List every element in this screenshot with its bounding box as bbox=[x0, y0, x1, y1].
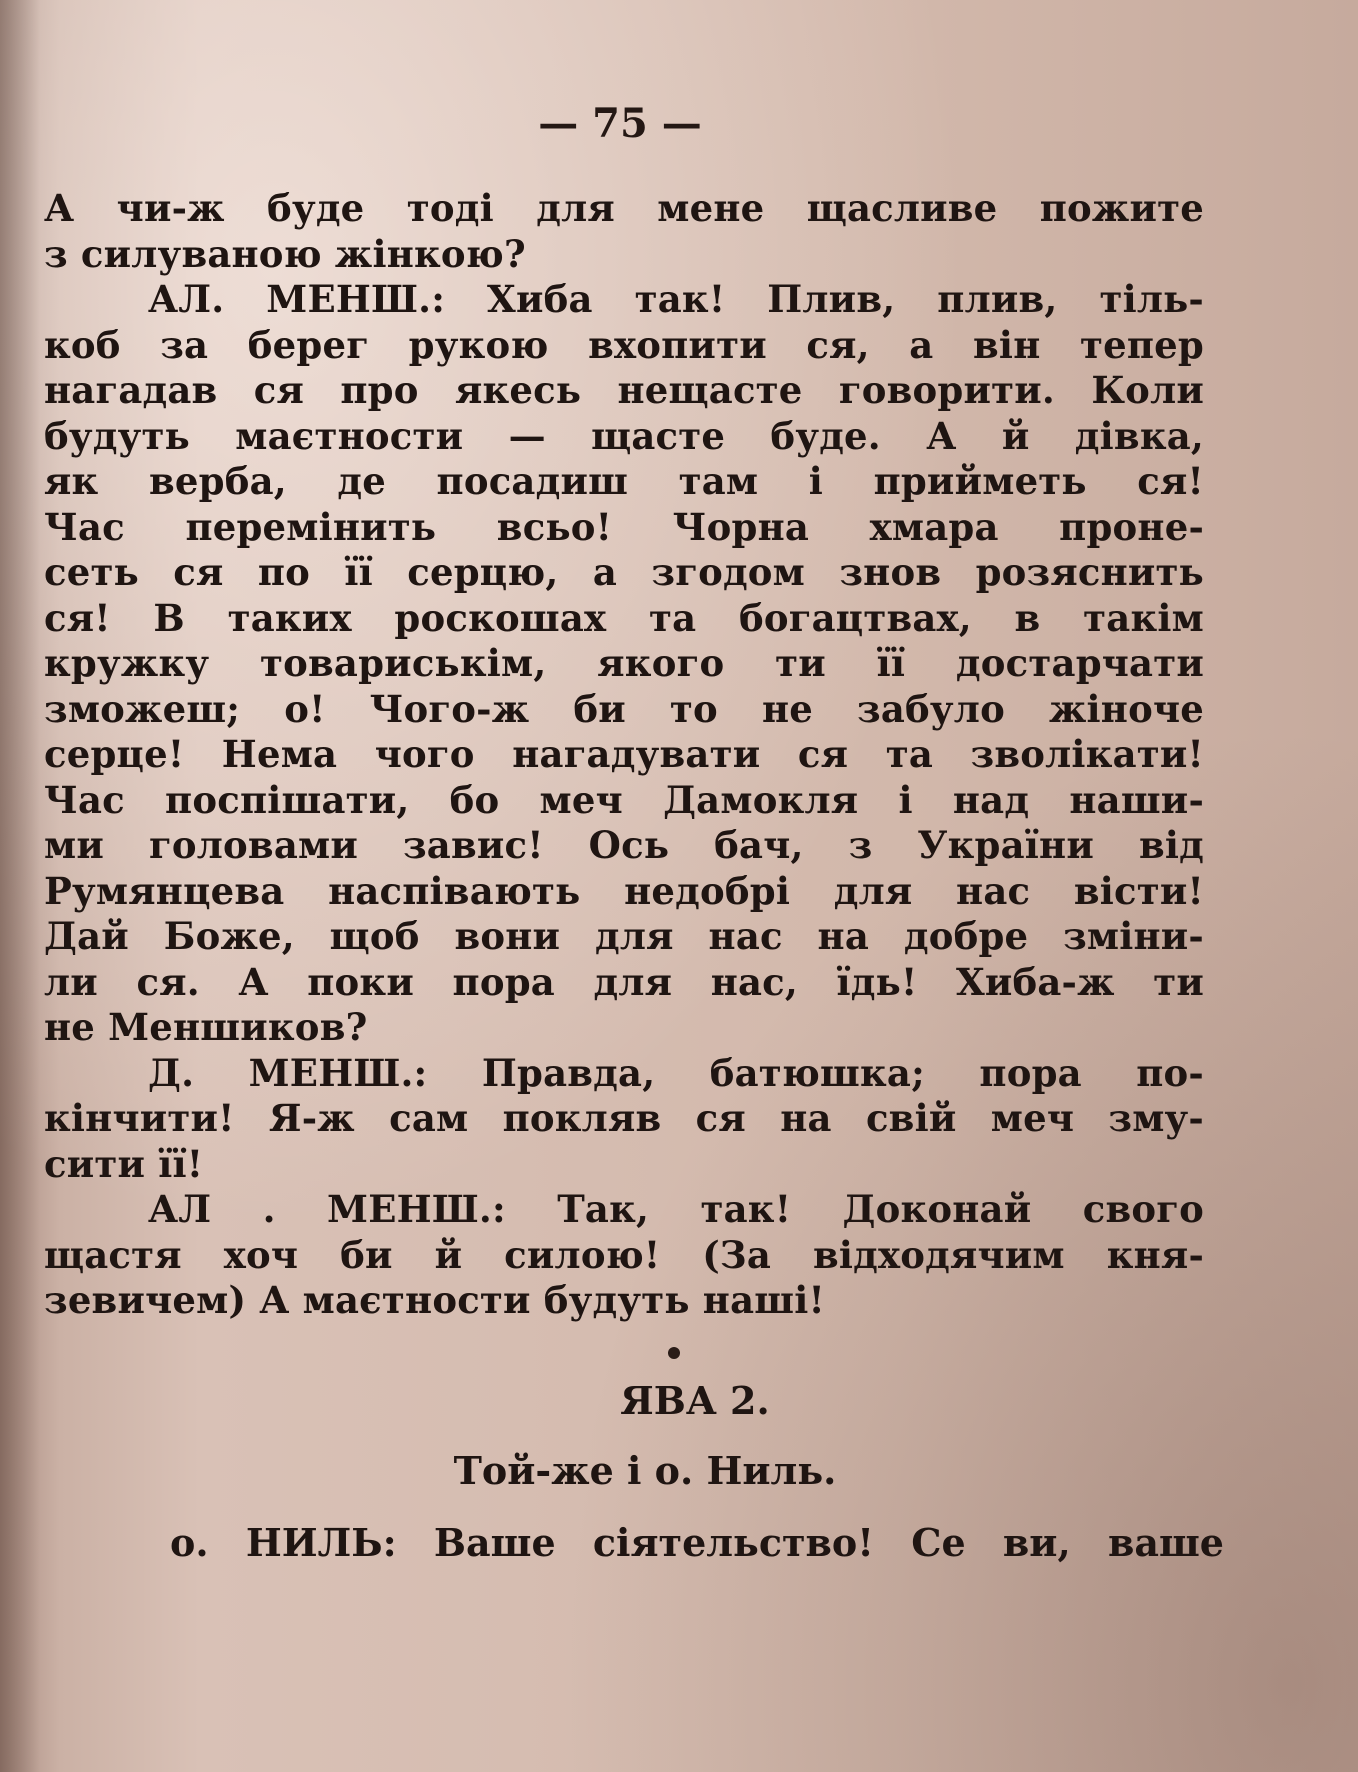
text-line: Румянцева наспівають недобрі для нас вісти! bbox=[44, 868, 1204, 913]
text-line: ли ся. А поки пора для нас, їдь! Хиба-ж ти bbox=[44, 959, 1204, 1004]
text-line: А чи-ж буде тоді для мене щасливе пожите bbox=[44, 186, 1204, 230]
text-line: Час поспішати, бо меч Дамокля і над наши- bbox=[44, 777, 1204, 822]
text-line: щастя хоч би й силою! (За відходячим кня- bbox=[44, 1232, 1204, 1277]
text-line: кінчити! Я-ж сам покляв ся на свій меч зму- bbox=[44, 1096, 1204, 1140]
scene-persons: Той-же і о. Ниль. bbox=[453, 1448, 837, 1493]
text-line: Д. МЕНШ.: Правда, батюшка; пора по- bbox=[148, 1050, 1204, 1095]
text-line: нагадав ся про якесь нещасте говорити. Коли bbox=[44, 368, 1204, 412]
page-number: — 75 — bbox=[538, 100, 702, 147]
text-line: як верба, де посадиш там і прийметь ся! bbox=[44, 459, 1204, 503]
text-line: сеть ся по її серцю, а згодом знов розяснить bbox=[44, 550, 1204, 594]
scene-title: ЯВА 2. bbox=[620, 1378, 770, 1423]
text-line: ми головами завис! Ось бач, з України від bbox=[44, 823, 1204, 867]
text-line: зможеш; о! Чого-ж би то не забуло жіноче bbox=[44, 686, 1204, 731]
text-line: коб за берег рукою вхопити ся, а він тепер bbox=[44, 322, 1204, 367]
text-line-last: о. НИЛЬ: Ваше сіятельство! Се ви, ваше bbox=[170, 1520, 1224, 1565]
text-line: ся! В таких роскошах та богацтвах, в такім bbox=[44, 595, 1204, 640]
text-line: сити її! bbox=[44, 1141, 204, 1186]
text-line: серце! Нема чого нагадувати ся та зволікати! bbox=[44, 732, 1204, 776]
page-edge-shadow bbox=[0, 0, 40, 1772]
text-line: не Меншиков? bbox=[44, 1005, 368, 1049]
body-text bbox=[44, 186, 1204, 1324]
text-line: Час перемінить всьо! Чорна хмара проне- bbox=[44, 504, 1204, 549]
text-line: кружку товариськім, якого ти її достарчати bbox=[44, 641, 1204, 685]
ornament-dot bbox=[668, 1347, 680, 1359]
text-line: будуть маєтности — щасте буде. А й дівка, bbox=[44, 413, 1204, 458]
text-line: зевичем) А маєтности будуть наші! bbox=[44, 1278, 825, 1322]
text-line: Дай Боже, щоб вони для нас на добре зміни- bbox=[44, 914, 1204, 958]
text-line: АЛ. МЕНШ.: Хиба так! Плив, плив, тіль- bbox=[148, 277, 1204, 321]
text-line: з силуваною жінкою? bbox=[44, 231, 526, 276]
text-line: АЛ . МЕНШ.: Так, так! Доконай свого bbox=[148, 1187, 1204, 1231]
